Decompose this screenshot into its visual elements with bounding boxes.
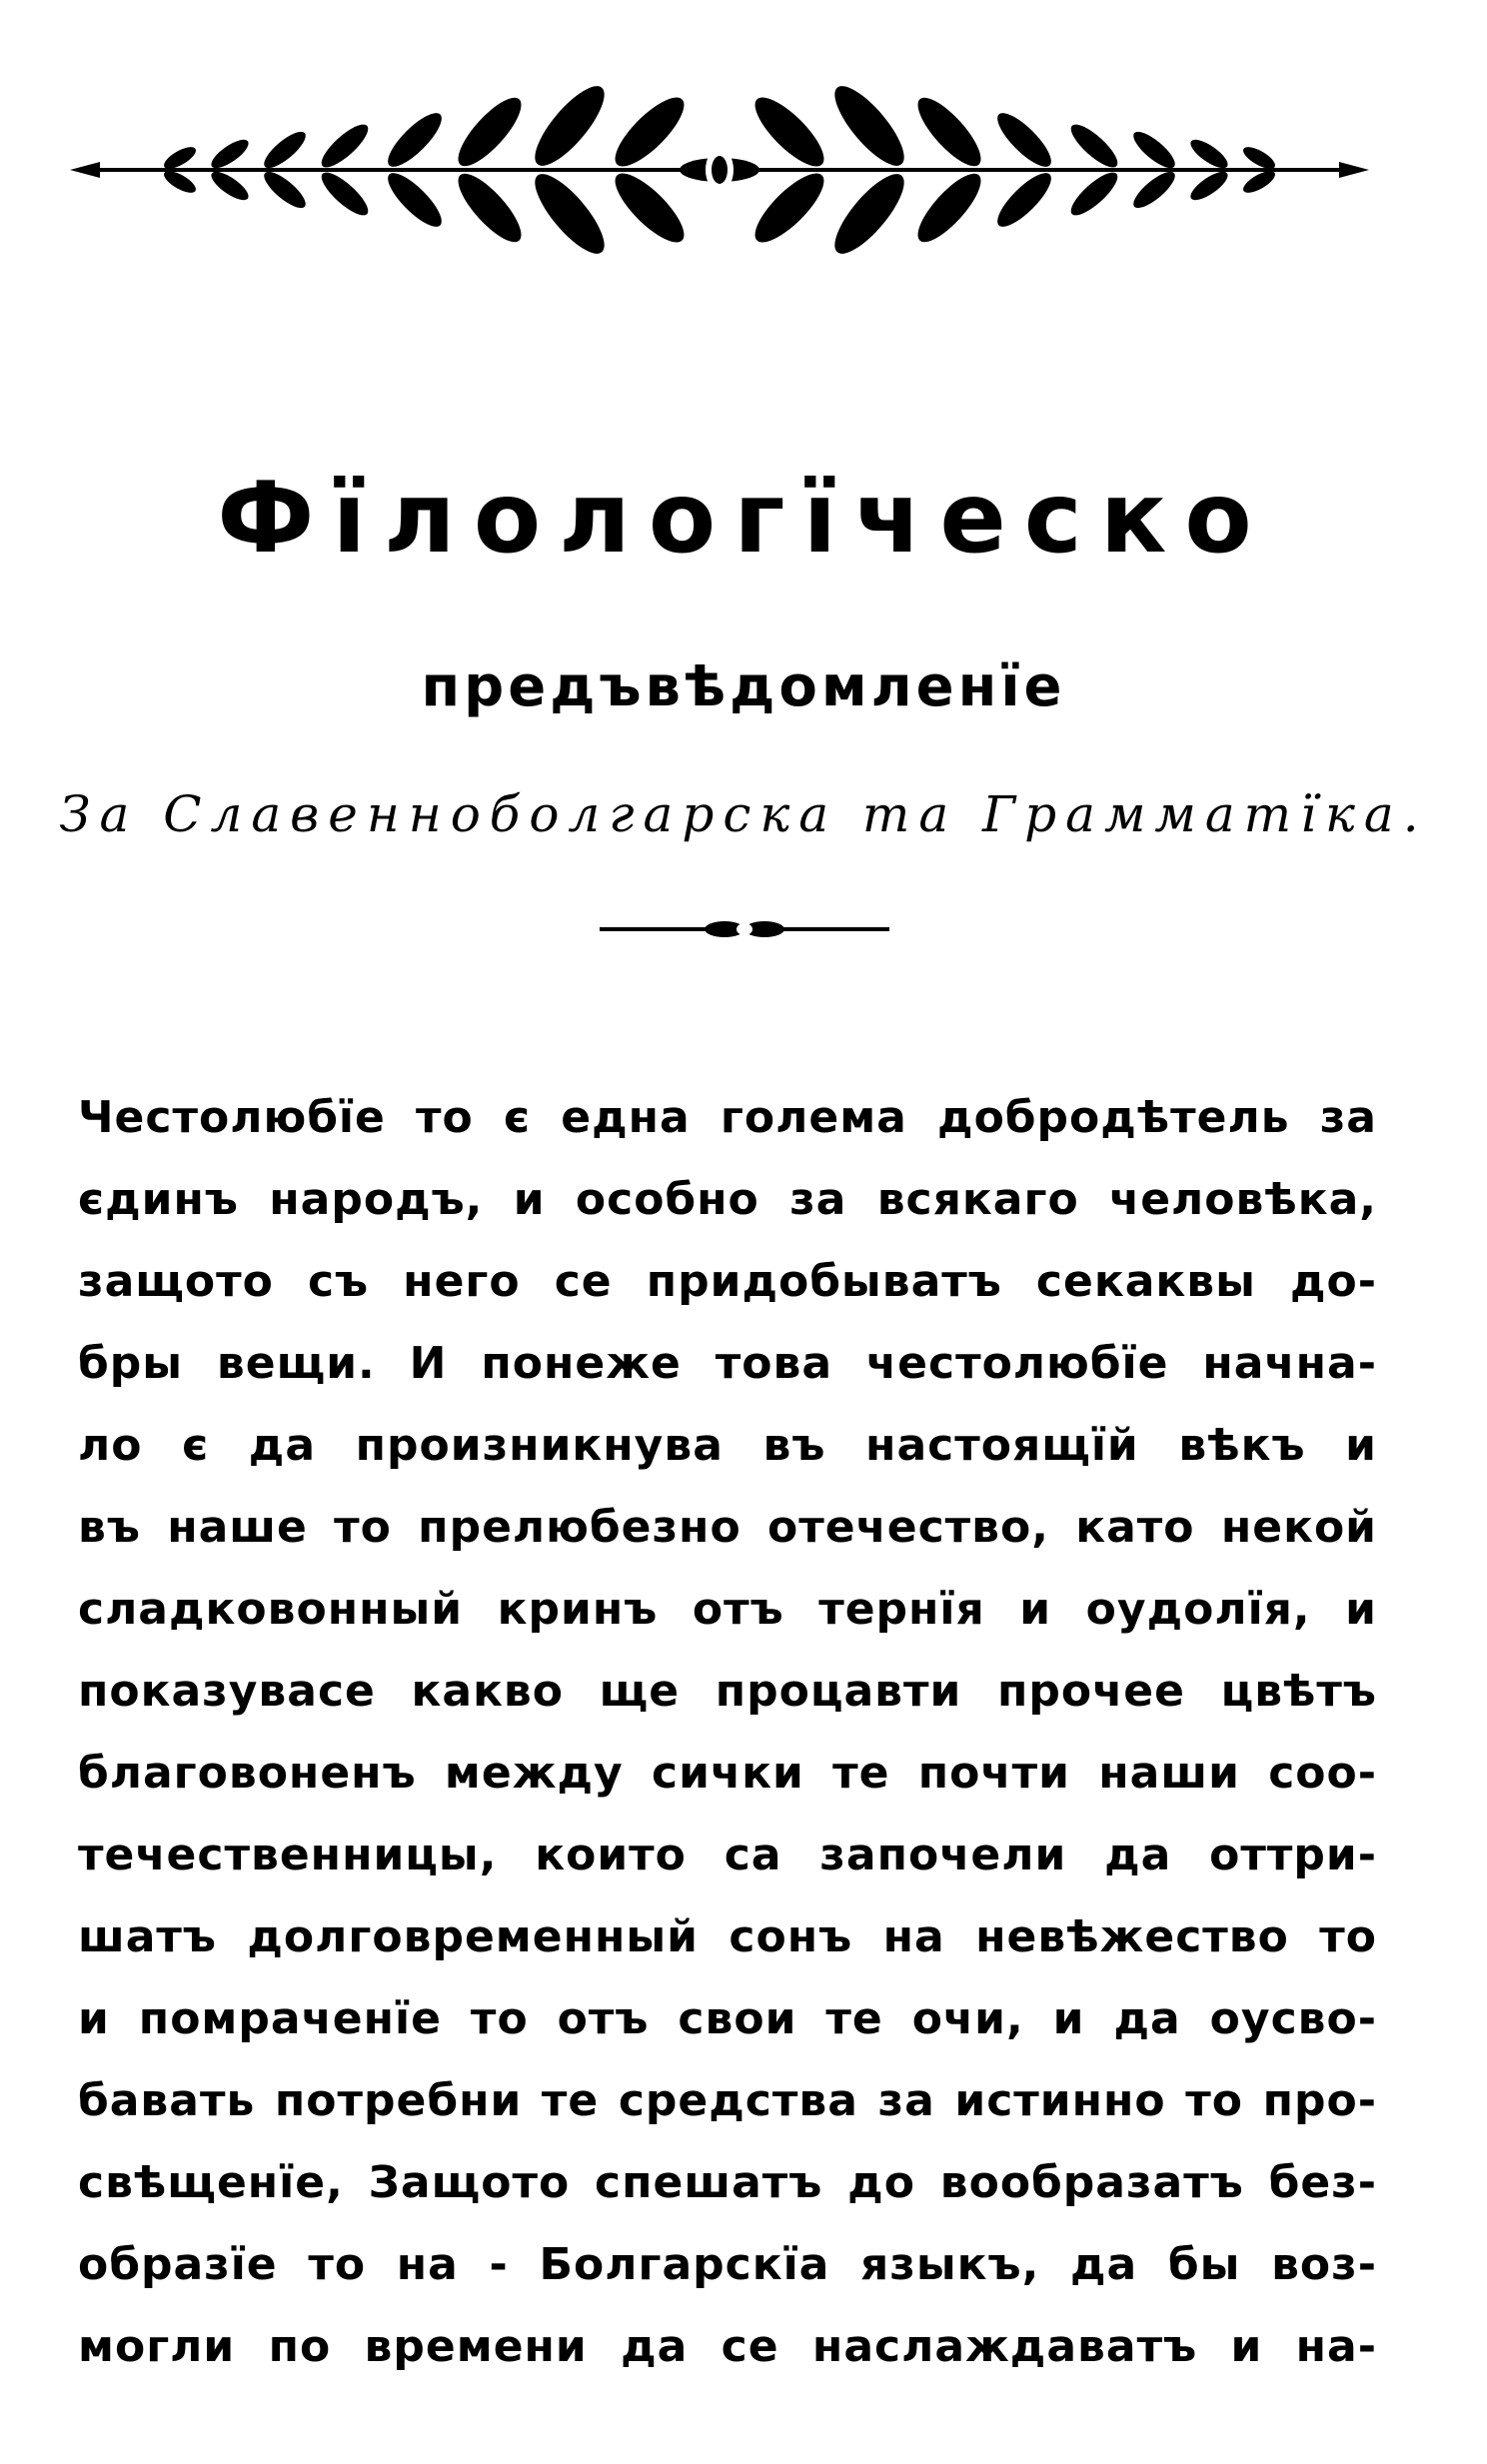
text-line-11: шатъ долговременный сонъ на невѣжество то — [78, 1911, 1377, 1962]
text-line-6: въ наше то прелюбезно отечество, като некой — [78, 1502, 1377, 1553]
small-rule-ornament-icon — [600, 914, 889, 944]
text-line-15: образїе то на - Болгарскїа языкъ, да бы воз- — [78, 2239, 1377, 2290]
text-line-16: могли по времени да се наслаждаватъ и на- — [78, 2321, 1377, 2372]
page-subtitle: предъвѣдомленїе — [421, 654, 1066, 719]
text-line-10: течественницы, които са започели да оттри- — [78, 1830, 1377, 1880]
text-line-12: и помраченїе то отъ свои те очи, и да оусво- — [78, 1993, 1377, 2044]
text-line-1: Честолюбїе то є една голема добродѣтель за — [78, 1092, 1377, 1143]
text-line-5: ло є да произникнува въ настоящїй вѣкъ и — [78, 1420, 1377, 1471]
text-line-8: показувасе какво ще процавти прочее цвѣтъ — [78, 1666, 1377, 1717]
text-line-4: бры вещи. И понеже това честолюбїе начна- — [78, 1338, 1377, 1389]
text-line-7: сладковонный кринъ отъ тернїя и оудолїя, и — [78, 1584, 1377, 1635]
text-line-2: єдинъ народъ, и особно за всякаго человѣка, — [78, 1174, 1377, 1225]
text-line-9: благовоненъ между сички те почти наши соо- — [78, 1748, 1377, 1799]
leaf-garland-ornament-icon — [70, 70, 1369, 270]
page-subsubtitle: За Славенноболгарска та Грамматїка. — [59, 785, 1428, 843]
body-paragraph — [78, 1077, 1377, 2388]
text-line-13: бавать потребни те средства за истинно то про- — [78, 2075, 1377, 2126]
text-line-14: свѣщенїе, Защото спешатъ до вообразатъ без- — [78, 2157, 1377, 2208]
text-line-3: защото съ него се придобыватъ секаквы до- — [78, 1256, 1377, 1307]
page-title: Фїлологїческо — [217, 462, 1270, 576]
